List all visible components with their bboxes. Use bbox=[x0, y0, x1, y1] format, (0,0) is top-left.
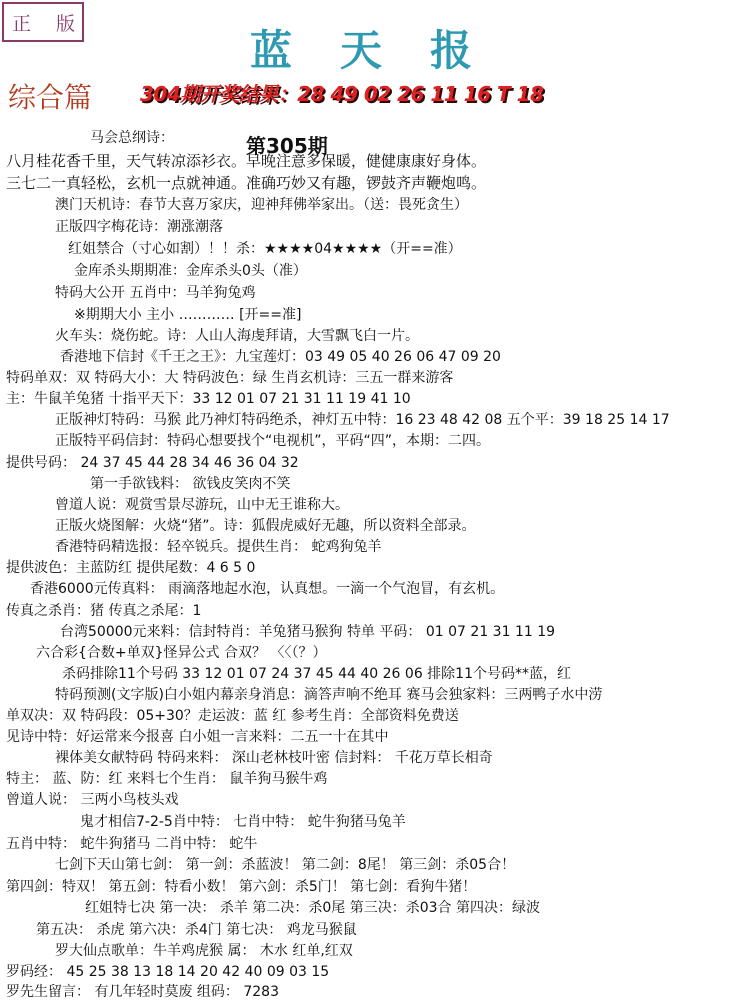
text-line: 第四剑：特双！ 第五剑：特看小数！ 第六剑：杀5门！ 第七剑：看狗牛猪！ bbox=[6, 879, 477, 895]
text-line: 第一手欲钱料： 欲钱皮笑肉不笑 bbox=[90, 476, 291, 492]
text-line: 红姐禁合（寸心如割）！！杀：★★★★04★★★★（开==准） bbox=[68, 241, 462, 257]
text-line: 提供号码： 24 37 45 44 28 34 46 36 04 32 bbox=[6, 455, 299, 471]
text-line: 香港特码精选报：轻卒锐兵。提供生肖： 蛇鸡狗兔羊 bbox=[55, 539, 382, 555]
text-line: 六合彩{合数+单双}怪异公式 合双？ 〈〈（？） bbox=[36, 645, 327, 661]
text-line: 金库杀头期期准：金库杀头0头（准） bbox=[74, 263, 307, 279]
text-line: 鬼才相信7-2-5肖中特： 七肖中特： 蛇牛狗猪马兔羊 bbox=[80, 814, 406, 830]
text-line: 正版四字梅花诗：潮涨潮落 bbox=[55, 219, 223, 235]
text-line: 澳门天机诗：春节大喜万家庆，迎神拜佛举家出。（送：畏死贪生） bbox=[55, 197, 468, 213]
text-line: 正版特平码信封：特码心想要找个“电视机”，平码“四”，本期：二四。 bbox=[55, 433, 491, 449]
text-line: 马会总纲诗： bbox=[90, 130, 174, 146]
text-line: 第五决： 杀虎 第六决：杀4门 第七决： 鸡龙马猴鼠 bbox=[36, 922, 357, 938]
stamp-char-1: 正 bbox=[12, 13, 32, 35]
text-line: 杀码排除11个号码 33 12 01 07 24 37 45 44 40 26 06 排除11个号码**蓝，红 bbox=[62, 666, 571, 682]
text-line: 罗大仙点歌单：牛羊鸡虎猴 属： 木水 红单,红双 bbox=[55, 943, 353, 959]
text-line: 特码单双：双 特码大小：大 特码波色：绿 生肖玄机诗：三五一群来游客 bbox=[6, 370, 454, 386]
text-line: 见诗中特：好运常来今报喜 白小姐一言来料：二五一十在其中 bbox=[6, 729, 389, 745]
text-line: 提供波色：主蓝防红 提供尾数：4 6 5 0 bbox=[6, 560, 256, 576]
text-line: 红姐特七决 第一决： 杀羊 第二决：杀0尾 第三决：杀03合 第四决：绿波 bbox=[85, 900, 540, 916]
stamp-char-2: 版 bbox=[56, 13, 76, 35]
text-line: 裸体美女献特码 特码来料： 深山老林枝叶密 信封料： 千花万草长相奇 bbox=[55, 750, 493, 766]
newspaper-title: 蓝天报 bbox=[249, 26, 520, 75]
text-line: 主：牛鼠羊兔猪 十指平天下：33 12 01 07 21 31 11 19 41 10 bbox=[6, 391, 411, 407]
text-line: 香港地下信封《千王之王》：九宝莲灯：03 49 05 40 26 06 47 09 20 bbox=[60, 349, 501, 365]
section-subtitle: 综合篇 bbox=[8, 81, 93, 114]
text-line: 传真之杀肖：猪 传真之杀尾：1 bbox=[6, 603, 202, 619]
text-line: ※期期大小 主小 ………… [开==准] bbox=[74, 307, 302, 323]
issue-number: 第305期 bbox=[246, 134, 328, 158]
text-line: 罗先生留言： 有几年轻时莫废 组码： 7283 bbox=[6, 984, 279, 1000]
text-line: 七剑下天山第七剑： 第一剑：杀蓝波！ 第二剑：8尾！ 第三剑：杀05合！ bbox=[55, 857, 516, 873]
text-line: 正版火烧图解：火烧“猪”。诗：狐假虎威好无趣，所以资料全部录。 bbox=[55, 518, 476, 534]
text-line: 火车头：烧伤蛇。诗：人山人海虔拜请，大雪飘飞白一片。 bbox=[55, 328, 419, 344]
text-line: 台湾50000元来料：信封特肖：羊兔猪马猴狗 特单 平码： 01 07 21 31 11 19 bbox=[60, 624, 556, 640]
text-line: 单双决：双 特码段：05+30？走运波：蓝 红 参考生肖：全部资料免费送 bbox=[6, 708, 459, 724]
text-line: 特码预测(文字版)白小姐内幕亲身消息：滴答声响不绝耳 赛马会独家料：三两鸭子水中涝 bbox=[55, 687, 603, 703]
text-line: 特码大公开 五肖中：马羊狗兔鸡 bbox=[55, 285, 256, 301]
text-line: 三七二一真轻松，玄机一点就神通。准确巧妙又有趣，锣鼓齐声鞭炮鸣。 bbox=[6, 174, 487, 192]
text-line: 五肖中特： 蛇牛狗猪马 二肖中特： 蛇牛 bbox=[6, 836, 258, 852]
text-line: 特主： 蓝、防：红 来料七个生肖： 鼠羊狗马猴牛鸡 bbox=[6, 771, 328, 787]
text-line: 正版神灯特码：马猴 此乃神灯特码绝杀，神灯五中特：16 23 48 42 08 五个平：39 18 25 14 17 bbox=[55, 412, 670, 428]
text-line: 罗码经： 45 25 38 13 18 14 20 42 40 09 03 15 bbox=[6, 964, 330, 980]
text-line: 曾道人说：观赏雪景尽游玩，山中无王谁称大。 bbox=[55, 497, 349, 513]
text-line: 曾道人说： 三两小鸟枝头戏 bbox=[6, 792, 179, 808]
previous-result: 304期开奖结果：28 49 02 26 11 16 T 18 bbox=[140, 82, 544, 106]
text-line: 香港6000元传真料： 雨滴落地起水泡，认真想。一滴一个气泡冒，有玄机。 bbox=[30, 581, 505, 597]
text-line: 八月桂花香千里，天气转凉添衫衣。早晚注意多保暖，健健康康好身体。 bbox=[6, 152, 487, 170]
